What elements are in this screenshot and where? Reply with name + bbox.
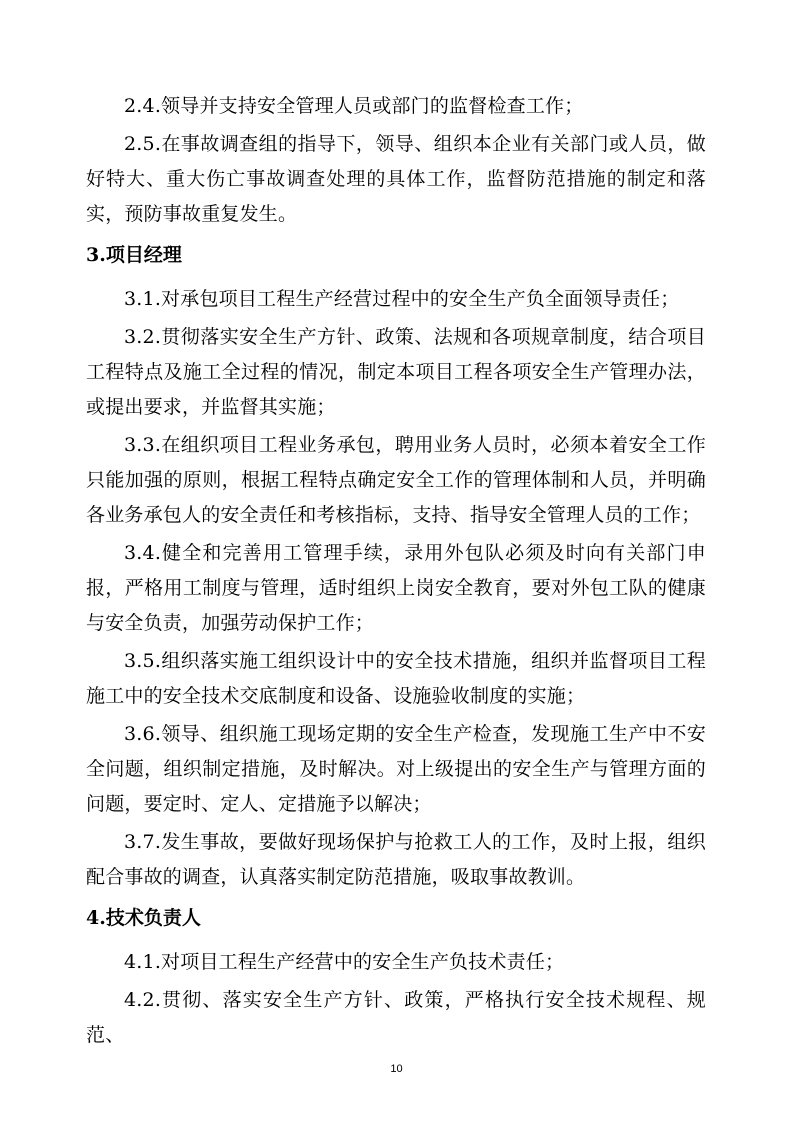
paragraph-3-5: 3.5.组织落实施工组织设计中的安全技术措施，组织并监督项目工程施工中的安全技术交底制度和设备、设施验收制度的实施； (86, 650, 706, 707)
paragraph-3-3: 3.3.在组织项目工程业务承包，聘用业务人员时，必须本着安全工作只能加强的原则，根据工程特点确定安全工作的管理体制和人员，并明确各业务承包人的安全责任和考核指标，支持、指导安全管理人员的工作； (86, 434, 706, 526)
paragraph-3-2: 3.2.贯彻落实安全生产方针、政策、法规和各项规章制度，结合项目工程特点及施工全过程的情况，制定本项目工程各项安全生产管理办法，或提出要求，并监督其实施； (86, 326, 706, 418)
section-heading-technical-lead: 4.技术负责人 (86, 907, 201, 929)
paragraph-3-6: 3.6.领导、组织施工现场定期的安全生产检查，发现施工生产中不安全问题，组织制定措施，及时解决。对上级提出的安全生产与管理方面的问题，要定时、定人、定措施予以解决； (86, 723, 706, 815)
paragraph-2-4: 2.4.领导并支持安全管理人员或部门的监督检查工作； (124, 95, 584, 117)
paragraph-2-5: 2.5.在事故调查组的指导下，领导、组织本企业有关部门或人员，做好特大、重大伤亡事故调查处理的具体工作，监督防范措施的制定和落实，预防事故重复发生。 (86, 133, 706, 225)
paragraph-4-1: 4.1.对项目工程生产经营中的安全生产负技术责任； (124, 951, 565, 973)
paragraph-3-4: 3.4.健全和完善用工管理手续，录用外包队必须及时向有关部门申报，严格用工制度与管理，适时组织上岗安全教育，要对外包工队的健康与安全负责，加强劳动保护工作； (86, 542, 706, 634)
paragraph-4-2: 4.2.贯彻、落实安全生产方针、政策，严格执行安全技术规程、规范、 (86, 989, 706, 1046)
document-body (86, 89, 706, 1056)
page-number: 10 (390, 1063, 403, 1075)
section-heading-project-manager: 3.项目经理 (86, 244, 182, 266)
paragraph-3-7: 3.7.发生事故，要做好现场保护与抢救工人的工作，及时上报，组织配合事故的调查，认真落实制定防范措施，吸取事故教训。 (86, 831, 706, 888)
paragraph-3-1: 3.1.对承包项目工程生产经营过程中的安全生产负全面领导责任； (124, 288, 680, 310)
